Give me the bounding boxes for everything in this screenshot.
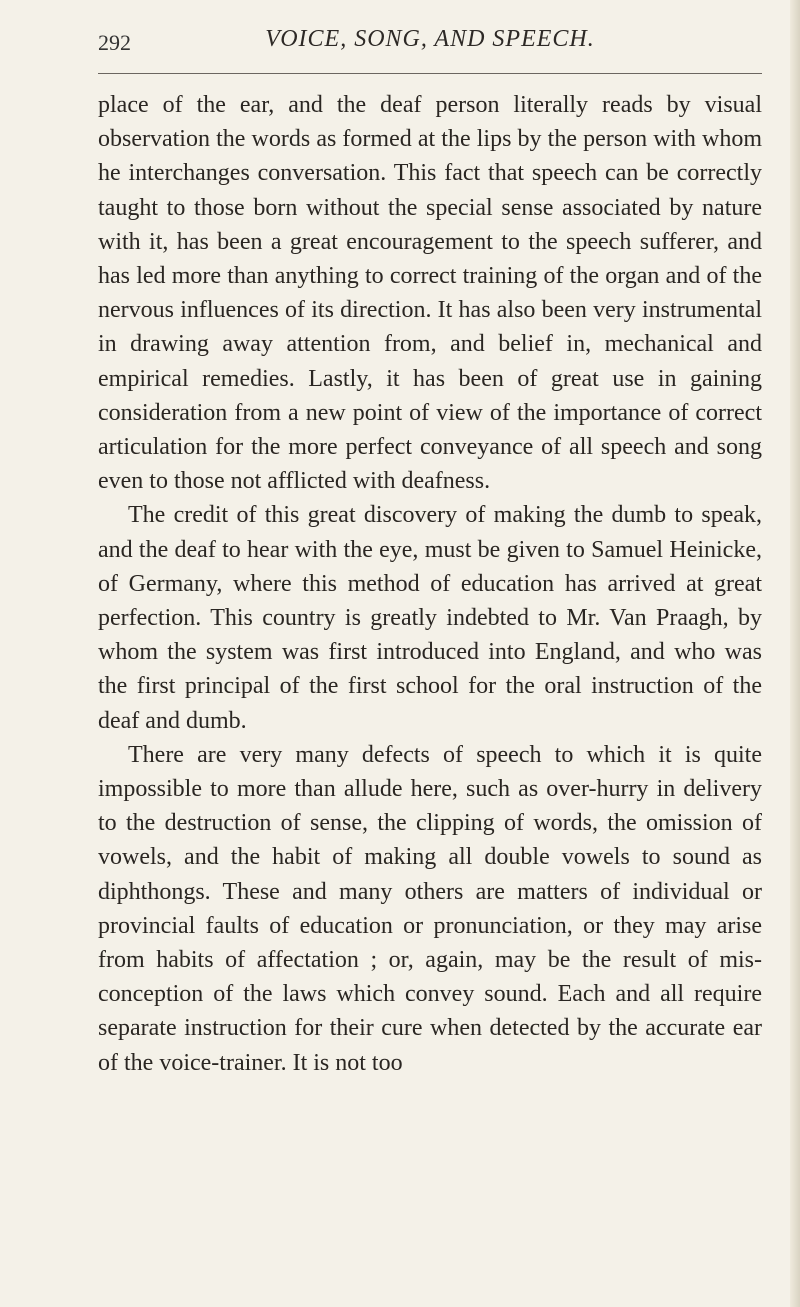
running-head xyxy=(98,22,762,62)
page-edge-shadow xyxy=(790,0,800,1307)
header-rule xyxy=(98,73,762,74)
page-number: 292 xyxy=(98,30,131,55)
body-text xyxy=(98,88,762,1080)
running-title: VOICE, SONG, AND SPEECH. xyxy=(265,26,595,52)
paragraph-2: The credit of this great discovery of making the dumb to speak, and the deaf to hear with the eye, must be given to Samuel Heinicke, of Germany, where this method of education has arrived at great perfection. This country is greatly indebted to Mr. Van Praagh, by whom the system was first introduced into England, and who was the first principal of the first school for the oral instruction of the deaf and dumb. xyxy=(98,502,762,734)
paragraph-1: place of the ear, and the deaf person literally reads by visual observation the words as formed at the lips by the person with whom he interchanges conversation. This fact that speech can be correctly taught to those born without the special sense associated by nature with it, has been a great encouragement to the speech sufferer, and has led more than anything to correct training of the organ and of the nervous influences of its direction. It has also been very instrumental in drawing away attention from, and belief in, mechanical and empirical remedies. Lastly, it has been of great use in gaining consideration from a new point of view of the importance of correct articulation for the more perfect conveyance of all speech and song even to those not afflicted with deafness. xyxy=(98,92,762,495)
paragraph-3: There are very many defects of speech to which it is quite impossible to more than allude here, such as over-hurry in delivery to the destruction of sense, the clipping of words, the omission of vowels, and the habit of making all double vowels to sound as diphthongs. These and many others are matters of individual or provincial faults of education or pronunciation, or they may arise from habits of affectation ; or, again, may be the result of mis-conception of the laws which convey sound. Each and all require separate instruction for their cure when detected by the accurate ear of the voice-trainer. It is not too xyxy=(98,741,762,1076)
